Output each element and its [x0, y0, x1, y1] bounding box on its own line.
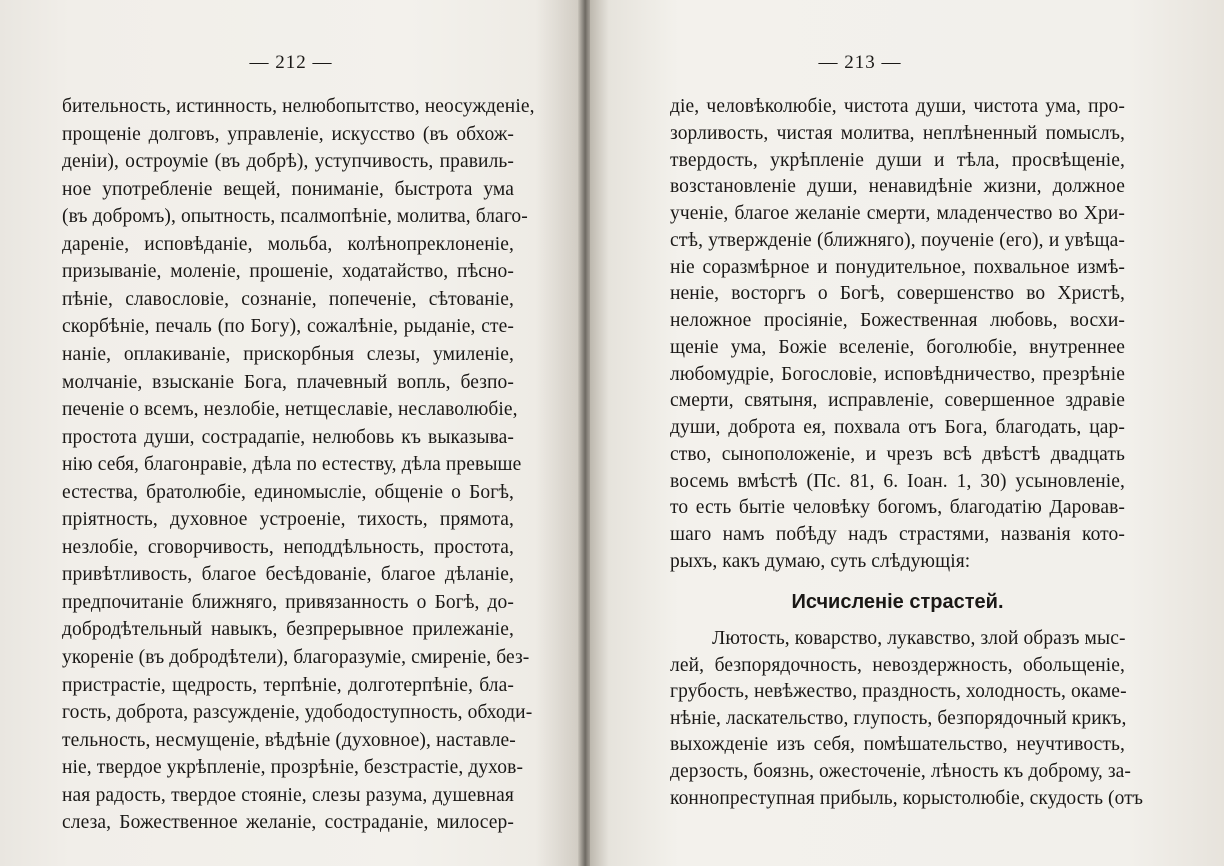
text-line: выхожденіе изъ себя, помѣшательство, неучтивость, [670, 734, 1125, 756]
left-page [0, 0, 582, 866]
text-line: ное употребленіе вещей, пониманіе, быстрота ума [62, 178, 514, 200]
text-line: восемь вмѣстѣ (Пс. 81, 6. Іоан. 1, 30) усыновленіе, [670, 470, 1125, 492]
text-line: возстановленіе души, ненавидѣніе жизни, должное [670, 176, 1125, 198]
text-line: твердость, укрѣпленіе души и тѣла, просвѣщеніе, [670, 149, 1125, 171]
text-line: лей, безпорядочность, невоздержность, обольщеніе, [670, 654, 1125, 676]
text-line: печеніе о всемъ, незлобіе, нетщеславіе, неславолюбіе, [62, 399, 518, 421]
text-line: дерзость, боязнь, ожесточеніе, лѣность къ доброму, за- [670, 761, 1131, 782]
text-line: молчаніе, взысканіе Бога, плачевный вопль, безпо- [62, 371, 514, 393]
text-line: деніи), остроуміе (въ добрѣ), уступчивость, правиль- [62, 151, 514, 173]
text-line: нію себя, благонравіе, дѣла по естеству, дѣла превыше [62, 454, 522, 476]
right-page [590, 0, 1224, 866]
text-line: добродѣтельный навыкъ, безпрерывное прилежаніе, [62, 619, 514, 641]
text-line: призываніе, моленіе, прошеніе, ходатайство, пѣсно- [62, 261, 514, 283]
text-line: ніе, твердое укрѣпленіе, прозрѣніе, безстрастіе, духов- [62, 757, 524, 779]
text-line: щеніе ума, Божіе вселеніе, боголюбіе, внутреннее [670, 336, 1125, 358]
text-line: грубость, невѣжество, праздность, холодность, окаме- [670, 681, 1127, 703]
text-line: души, доброта ея, похвала отъ Бога, благодать, цар- [670, 417, 1125, 438]
text-line: зорливость, чистая молитва, неплѣненный помыслъ, [670, 122, 1125, 144]
text-line: дареніе, исповѣданіе, мольба, колѣнопреклоненіе, [62, 233, 514, 255]
text-line: наніе, оплакиваніе, прискорбныя слезы, умиленіе, [62, 343, 514, 365]
text-line: коннопреступная прибыль, корыстолюбіе, скудость (отъ [670, 787, 1144, 809]
text-line: ство, сыноположеніе, и чрезъ всѣ двѣстѣ двадцать [670, 443, 1125, 465]
text-line: укореніе (въ добродѣтели), благоразуміе, смиреніе, без- [62, 647, 530, 668]
text-line: пріятность, духовное устроеніе, тихость, прямота, [62, 509, 514, 531]
page-number-right: — 213 — [818, 52, 902, 73]
text-line: ніе соразмѣрное и понудительное, похвальное измѣ- [670, 256, 1125, 278]
text-line: смерти, святыня, исправленіе, совершенное здравіе [670, 390, 1125, 412]
text-line: любомудріе, Богословіе, исповѣдничество, презрѣніе [670, 363, 1125, 385]
text-line: ная радость, твердое стояніе, слезы разума, душевная [62, 784, 514, 806]
text-line: ученіе, благое желаніе смерти, младенчество во Хри- [670, 203, 1125, 224]
section-heading: Исчисленіе страстей. [791, 591, 1004, 613]
text-line: діе, человѣколюбіе, чистота души, чистота ума, про- [670, 96, 1125, 117]
text-line: пѣніе, славословіе, сознаніе, попеченіе, сѣтованіе, [62, 288, 514, 310]
text-line: слеза, Божественное желаніе, состраданіе, милосер- [62, 812, 514, 834]
text-line: стѣ, утвержденіе (ближняго), поученіе (его), и увѣща- [670, 229, 1125, 251]
text-line: прощеніе долговъ, управленіе, искусство (въ обхож- [62, 123, 514, 145]
text-line: предпочитаніе ближняго, привязанность о Богѣ, до- [62, 591, 514, 613]
text-line: рыхъ, какъ думаю, суть слѣдующія: [670, 550, 971, 572]
text-line: привѣтливость, благое бесѣдованіе, благое дѣланіе, [62, 564, 514, 586]
text-line: шаго намъ побѣду надъ страстями, названія кото- [670, 524, 1125, 545]
text-line: пристрастіе, щедрость, терпѣніе, долготерпѣніе, бла- [62, 674, 514, 696]
text-line: простота души, сострадапіе, нелюбовь къ выказыва- [62, 426, 514, 448]
text-line: тельность, несмущеніе, вѣдѣніе (духовное), наставле- [62, 729, 516, 751]
text-line: незлобіе, сговорчивость, неподдѣльность, простота, [62, 536, 514, 558]
text-line: скорбѣніе, печаль (по Богу), сожалѣніе, рыданіе, сте- [62, 316, 514, 338]
text-line: неніе, восторгъ о Богѣ, совершенство во Христѣ, [670, 283, 1125, 305]
text-line: нѣніе, ласкательство, глупость, безпорядочный крикъ, [670, 707, 1127, 729]
text-line: то есть бытіе человѣку богомъ, благодатію Даровав- [670, 497, 1125, 519]
text-line: (въ добромъ), опытность, псалмопѣніе, молитва, благо- [62, 206, 528, 228]
text-line: бительность, истинность, нелюбопытство, неосужденіе, [62, 96, 535, 117]
text-line: Лютость, коварство, лукавство, злой образъ мыс- [712, 628, 1126, 649]
text-line: естества, братолюбіе, единомысліе, общеніе о Богѣ, [62, 481, 514, 503]
text-line: гость, доброта, разсужденіе, удободоступность, обходи- [62, 702, 533, 724]
text-line: неложное просіяніе, Божественная любовь, восхи- [670, 310, 1125, 331]
page-number-left: — 212 — [249, 52, 333, 73]
